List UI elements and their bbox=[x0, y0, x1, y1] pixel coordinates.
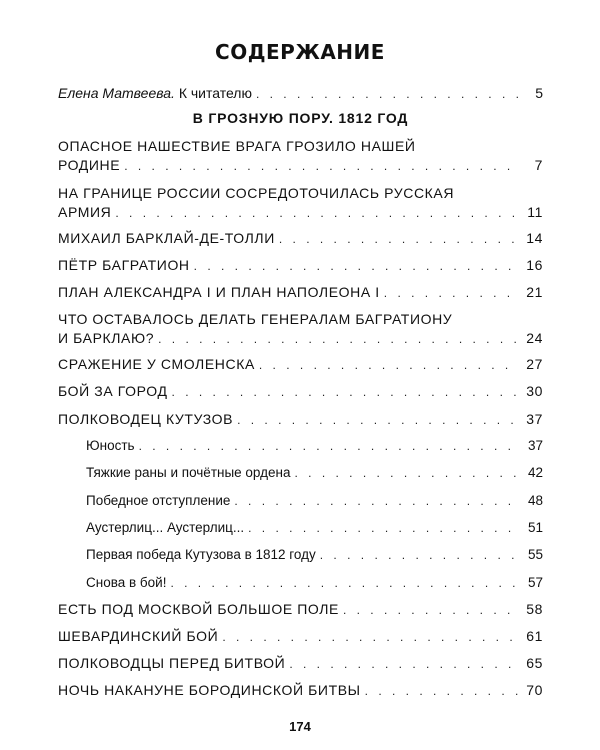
toc-subentry-title: Снова в бой! bbox=[86, 575, 167, 590]
intro-author: Елена Матвеева. bbox=[58, 85, 175, 101]
toc-entry-page: 37 bbox=[526, 411, 543, 427]
toc-subentry-page: 55 bbox=[527, 547, 543, 562]
toc-entry-intro bbox=[58, 84, 543, 104]
toc-entry-title: ПОЛКОВОДЦЫ ПЕРЕД БИТВОЙ bbox=[58, 655, 286, 671]
toc-entry-line2: РОДИНЕ bbox=[58, 157, 121, 173]
toc-entry bbox=[58, 627, 543, 647]
toc-subentry bbox=[86, 491, 543, 511]
toc-subentry-page: 42 bbox=[527, 465, 543, 480]
toc-entry-line1: ЧТО ОСТАВАЛОСЬ ДЕЛАТЬ ГЕНЕРАЛАМ БАГРАТИОНУ bbox=[58, 311, 453, 327]
leader-dots bbox=[115, 204, 519, 223]
toc-subentry bbox=[86, 518, 543, 538]
toc-entry-page: 11 bbox=[527, 204, 543, 220]
leader-dots bbox=[248, 519, 519, 538]
toc-entry-title: НОЧЬ НАКАНУНЕ БОРОДИНСКОЙ БИТВЫ bbox=[58, 682, 361, 698]
toc-entry-title: ШЕВАРДИНСКИЙ БОЙ bbox=[58, 628, 219, 644]
toc-entry-title: МИХАИЛ БАРКЛАЙ-ДЕ-ТОЛЛИ bbox=[58, 230, 275, 246]
toc-subentry-page: 48 bbox=[527, 493, 543, 508]
toc-entry bbox=[58, 256, 543, 276]
toc-entry bbox=[58, 184, 543, 223]
toc-entry bbox=[58, 283, 543, 303]
leader-dots bbox=[170, 574, 519, 593]
leader-dots bbox=[343, 601, 519, 620]
toc-entry-page: 14 bbox=[526, 230, 543, 246]
leader-dots bbox=[194, 257, 519, 276]
leader-dots bbox=[256, 85, 519, 104]
leader-dots bbox=[234, 492, 519, 511]
toc-subentry-page: 57 bbox=[527, 575, 543, 590]
toc-subentry-title: Тяжкие раны и почётные ордена bbox=[86, 465, 291, 480]
toc-subentry-page: 37 bbox=[527, 438, 543, 453]
toc-entry-title: ПЁТР БАГРАТИОН bbox=[58, 257, 190, 273]
leader-dots bbox=[259, 356, 519, 375]
toc-entry bbox=[58, 681, 543, 701]
page-heading: СОДЕРЖАНИЕ bbox=[215, 40, 385, 64]
toc-entry-line1: ОПАСНОЕ НАШЕСТВИЕ ВРАГА ГРОЗИЛО НАШЕЙ bbox=[58, 138, 416, 154]
leader-dots bbox=[320, 546, 519, 565]
toc-entry-page: 58 bbox=[526, 601, 543, 617]
toc-entry bbox=[58, 382, 543, 402]
toc-entry-page: 7 bbox=[534, 157, 543, 173]
leader-dots bbox=[279, 230, 519, 249]
toc-entry-title: ПЛАН АЛЕКСАНДРА I И ПЛАН НАПОЛЕОНА I bbox=[58, 284, 380, 300]
toc-entry-title: БОЙ ЗА ГОРОД bbox=[58, 383, 168, 399]
toc-entry-title: ПОЛКОВОДЕЦ КУТУЗОВ bbox=[58, 411, 234, 427]
intro-page: 5 bbox=[535, 85, 543, 101]
toc-entry-page: 30 bbox=[526, 383, 543, 399]
leader-dots bbox=[289, 655, 519, 674]
leader-dots bbox=[139, 437, 519, 456]
toc-subentry-title: Первая победа Кутузова в 1812 году bbox=[86, 547, 316, 562]
toc-entry-page: 21 bbox=[526, 284, 543, 300]
toc-entry bbox=[58, 137, 543, 176]
toc-entry-title: СРАЖЕНИЕ У СМОЛЕНСКА bbox=[58, 356, 255, 372]
toc-entry-line2: И БАРКЛАЮ? bbox=[58, 330, 155, 346]
toc-subentry-page: 51 bbox=[527, 520, 543, 535]
leader-dots bbox=[172, 383, 519, 402]
toc-entry bbox=[58, 310, 543, 349]
toc-entry-page: 24 bbox=[526, 330, 543, 346]
leader-dots bbox=[124, 157, 519, 176]
leader-dots bbox=[158, 330, 519, 349]
toc-subentry bbox=[86, 463, 543, 483]
toc-subentry bbox=[86, 573, 543, 593]
toc-subentry bbox=[86, 436, 543, 456]
leader-dots bbox=[237, 411, 519, 430]
toc-entry-line1: НА ГРАНИЦЕ РОССИИ СОСРЕДОТОЧИЛАСЬ РУССКАЯ bbox=[58, 185, 455, 201]
toc-entry bbox=[58, 229, 543, 249]
toc-entry bbox=[58, 600, 543, 620]
toc-subentry bbox=[86, 545, 543, 565]
leader-dots bbox=[222, 628, 519, 647]
intro-title: К читателю bbox=[178, 85, 252, 101]
toc-subentry-title: Аустерлиц... Аустерлиц... bbox=[86, 520, 245, 535]
toc-entry bbox=[58, 410, 543, 430]
leader-dots bbox=[365, 682, 519, 701]
toc-entry bbox=[58, 355, 543, 375]
section-title: В ГРОЗНУЮ ПОРУ. 1812 ГОД bbox=[192, 110, 409, 126]
toc-entry-page: 27 bbox=[526, 356, 543, 372]
toc-entry-page: 70 bbox=[526, 682, 543, 698]
toc-subentry-title: Юность bbox=[86, 438, 135, 453]
toc-subentry-title: Победное отступление bbox=[86, 493, 231, 508]
toc-entry-line2: АРМИЯ bbox=[58, 204, 112, 220]
leader-dots bbox=[384, 284, 519, 303]
toc-entry bbox=[58, 654, 543, 674]
toc-entry-title: ЕСТЬ ПОД МОСКВОЙ БОЛЬШОЕ ПОЛЕ bbox=[58, 601, 339, 617]
leader-dots bbox=[294, 464, 519, 483]
toc-entry-page: 61 bbox=[526, 628, 543, 644]
toc-entry-page: 16 bbox=[526, 257, 543, 273]
page-number: 174 bbox=[289, 719, 311, 734]
toc-entry-page: 65 bbox=[526, 655, 543, 671]
